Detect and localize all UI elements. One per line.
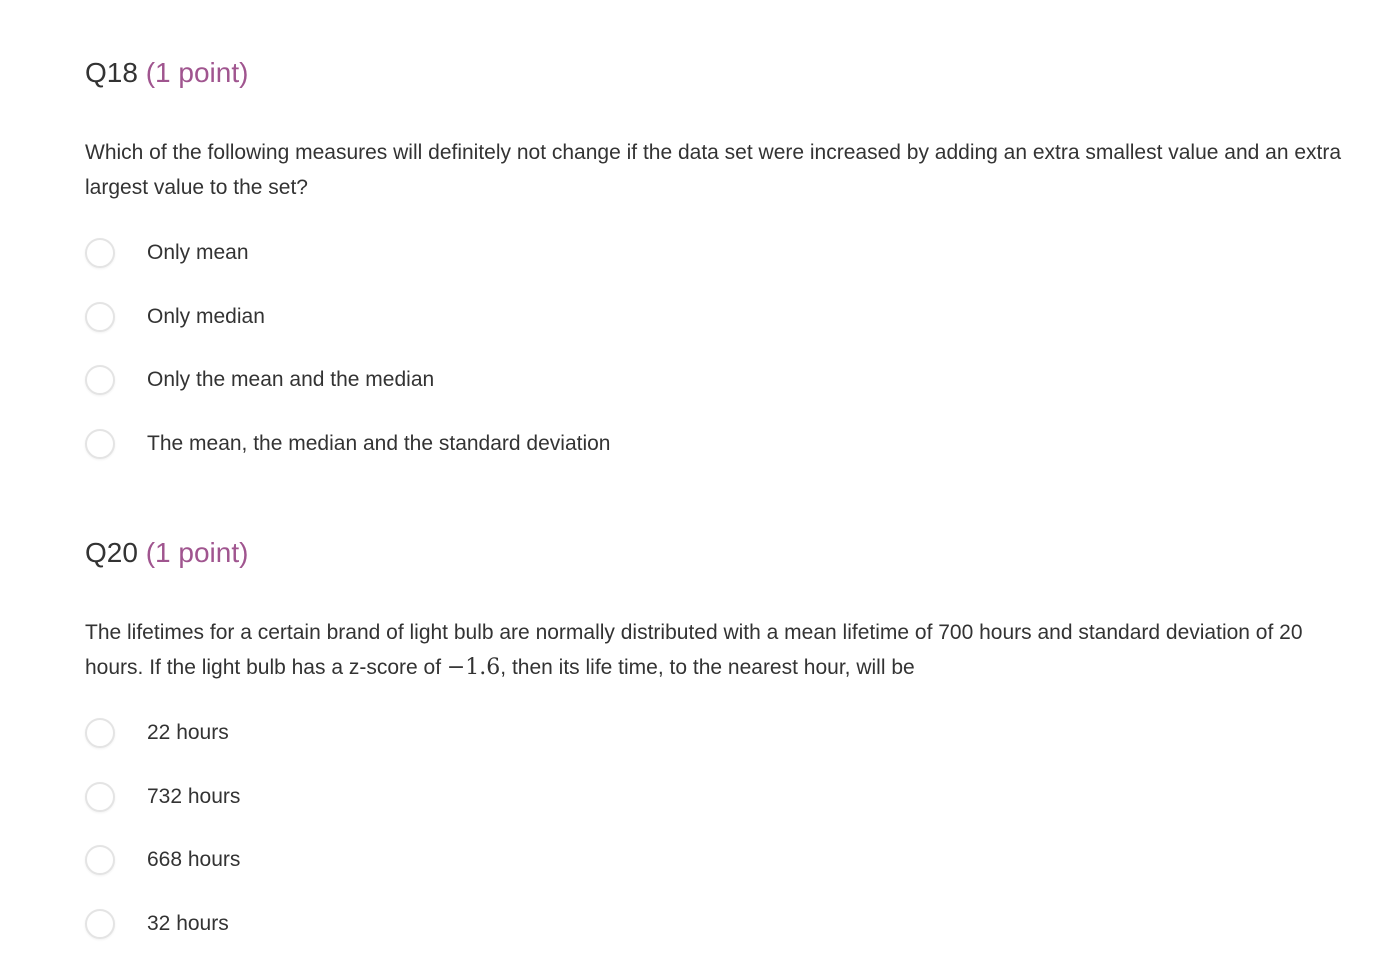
question-number: Q20	[85, 537, 138, 568]
answer-option-label[interactable]: Only median	[147, 305, 265, 328]
question-title	[85, 55, 1355, 91]
radio-button[interactable]	[85, 845, 115, 875]
answer-option-label[interactable]: 732 hours	[147, 785, 241, 808]
math-expression: −1.6	[446, 655, 501, 680]
answer-option-label[interactable]: 32 hours	[147, 912, 229, 935]
radio-button[interactable]	[85, 238, 115, 268]
answer-option[interactable]	[85, 426, 785, 466]
answer-option[interactable]	[85, 842, 785, 882]
answer-option-label[interactable]: The mean, the median and the standard deviation	[147, 432, 611, 455]
radio-button[interactable]	[85, 718, 115, 748]
answer-option[interactable]	[85, 299, 785, 339]
question-q18	[85, 55, 1355, 455]
question-title	[85, 535, 1355, 571]
question-text: Which of the following measures will definitely not change if the data set were increased by adding an extra smallest value and an extra largest value to the set?	[85, 141, 1342, 199]
answer-option[interactable]	[85, 235, 785, 275]
radio-button[interactable]	[85, 302, 115, 332]
question-points: (1 point)	[145, 537, 249, 568]
answer-option[interactable]	[85, 779, 785, 819]
answer-option[interactable]	[85, 906, 785, 946]
radio-button[interactable]	[85, 909, 115, 939]
question-text-part: , then its life time, to the nearest hour, will be	[500, 656, 915, 679]
question-text-part: The lifetimes for a certain brand of light bulb are normally distributed with a mean lifetime of 700 hours and standard deviation of 20 hours. If the light bulb has a z-score of	[85, 621, 1303, 679]
radio-button[interactable]	[85, 782, 115, 812]
answer-option-label[interactable]: Only mean	[147, 241, 249, 264]
question-points: (1 point)	[145, 57, 249, 88]
radio-button[interactable]	[85, 429, 115, 459]
radio-button[interactable]	[85, 365, 115, 395]
answer-option[interactable]	[85, 362, 785, 402]
question-text	[85, 615, 1355, 685]
answer-option-label[interactable]: Only the mean and the median	[147, 368, 435, 391]
question-number: Q18	[85, 57, 138, 88]
question-q20	[85, 535, 1355, 935]
answer-option-label[interactable]: 22 hours	[147, 721, 229, 744]
answer-option-label[interactable]: 668 hours	[147, 848, 241, 871]
answer-option[interactable]	[85, 715, 785, 755]
